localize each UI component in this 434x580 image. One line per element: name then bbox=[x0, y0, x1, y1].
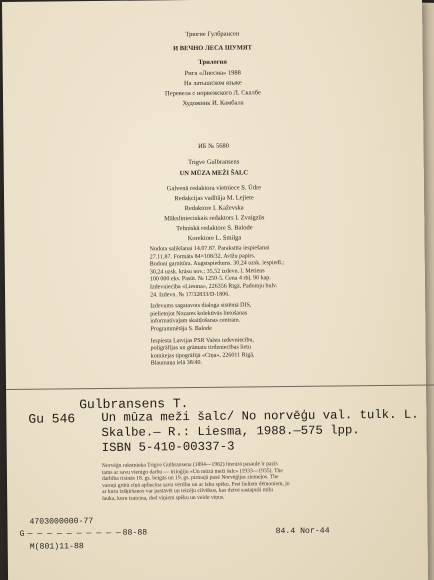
print-line: Nodota salikšanai 14.07.87. Parakstīta iespiešanai bbox=[149, 245, 270, 253]
lv-title: UN MŪZA MEŽI ŠALC bbox=[179, 169, 249, 178]
ru-title: И ВЕЧНО ЛЕСА ШУМЯТ bbox=[173, 44, 252, 53]
ru-author: Трюгве Гулбрансен bbox=[185, 30, 240, 39]
card-publication-line: Skalbe.— R.: Liesma, 1988.—575 lpp. bbox=[101, 423, 360, 440]
typeset-line: informatīvajam skaitļošanas centram. bbox=[150, 317, 241, 325]
card-author: Gulbransens T. bbox=[79, 396, 189, 413]
code-dashes: — — — — — — — — — — bbox=[27, 528, 121, 539]
editor-line: Galvenā redaktora vietniece S. Ūdre bbox=[166, 184, 262, 193]
printer-line: Iespiesta Latvijas PSR Valsts izdevniecību, bbox=[150, 336, 254, 344]
print-details bbox=[150, 245, 301, 372]
abstract-line: ar kuru izšķiršanos var pastāvēt un teicēju cilvēkus, kas dzīvē sastapuši mīlu bbox=[102, 487, 274, 496]
classification-code: 84.4 Nor-44 bbox=[275, 526, 330, 537]
abstract-line: tams ar savu vienigo darbu — triloģiju «Un mūzā meži šalc» (1933—1935). The bbox=[101, 467, 283, 476]
typeset-line: pielietojot Nozares kolektīvās lietošanas bbox=[150, 310, 248, 318]
print-line: 30,24 uzsk. krāsu nov.; 35,52 izdevn. l. Metiens bbox=[149, 268, 265, 276]
abstract-line: Norvēģu rakstnieka Trigve Gulbransena (1894—1962) literārā pasaulē ir pazīs bbox=[101, 461, 278, 469]
code-line-1: 4703000000-77 bbox=[29, 517, 94, 527]
ru-genre: Трилогия bbox=[198, 58, 227, 66]
ru-language: На латышском языке bbox=[183, 79, 242, 88]
typesetting-note bbox=[150, 302, 300, 334]
russian-imprint bbox=[2, 0, 422, 243]
printer-line: komitejas tipogrāfijā «Cīņa», 226011 Rīgā, bbox=[150, 352, 255, 360]
ru-artist: Художник И. Камбала bbox=[182, 99, 244, 108]
abstract-line: varoņi grūtā cīņā apliecina savu vērtību un ar labu spēku. Pret lieliem dēmoniem, jo bbox=[102, 480, 290, 489]
abstract-line: lauka, kuru izaicina, dod viņiem spēku un veido viņus. bbox=[102, 494, 225, 502]
code-prefix: G bbox=[19, 529, 25, 539]
card-title-line: Un mūza meži šalc/ No norvēģu val. tulk. L. bbox=[101, 407, 419, 425]
editor-line: Korektore L. Smilga bbox=[187, 234, 242, 243]
ib-number: ИБ № 5680 bbox=[198, 142, 229, 150]
printer-line: Blaumaņa ielā 38/40. bbox=[150, 360, 202, 367]
lv-author: Trigve Gulbransens bbox=[188, 158, 240, 167]
editor-line: Tehniskā redaktore S. Balode bbox=[176, 224, 253, 233]
abstract-line: darbība risinās 18. gs. beigās un 19. gs. pirmajā pusē Norvēģijas ziemeļos. The bbox=[101, 474, 279, 483]
book-page bbox=[2, 0, 428, 580]
print-line: Izdevniecība «Liesma», 226356 Rīgā, Padomju bulv. bbox=[149, 283, 278, 291]
printer-note bbox=[151, 336, 301, 368]
print-line: Bodoni garnitūra. Augstspiedums. 30,24 uzsk. iespiedl.; bbox=[149, 260, 285, 268]
card-abstract bbox=[102, 460, 422, 503]
printer-line: poligrāfijas un grāmatu tirdzniecības lietu bbox=[150, 344, 251, 352]
print-line: 100 000 eks. Pasūt. № 1250-5. Cena 4 rbļ. 90 kap. bbox=[149, 275, 271, 283]
code-line-2: 88-88 bbox=[122, 528, 148, 538]
ru-publisher: Рига «Лиесма» 1988 bbox=[184, 69, 241, 78]
editor-line: Mākslinieciskais redaktors I. Zvaigzūs bbox=[164, 214, 265, 223]
card-isbn: ISBN 5-410-00337-3 bbox=[101, 439, 235, 455]
code-line-3: M(801)11-88 bbox=[29, 542, 84, 552]
divider-rule bbox=[6, 384, 434, 390]
print-line: 27.11.87. Formāts 84×108/32. Avīžu papīrs. bbox=[149, 252, 256, 261]
call-number: Gu 546 bbox=[28, 411, 76, 427]
editor-line: Redaktore I. Kaževska bbox=[184, 204, 244, 213]
print-line: 24. Izdevn. № 17/32833/D-1806. bbox=[150, 291, 230, 299]
editor-line: Redakcijas vadītāja M. Lejiete bbox=[174, 194, 254, 203]
typeset-line: Programmētāja S. Balode bbox=[150, 325, 212, 333]
typeset-line: Izdevums sagatavots dialoga sistēmā DIS, bbox=[150, 302, 252, 310]
ru-translator: Перевела с норвежского Л. Скалбе bbox=[164, 89, 261, 98]
